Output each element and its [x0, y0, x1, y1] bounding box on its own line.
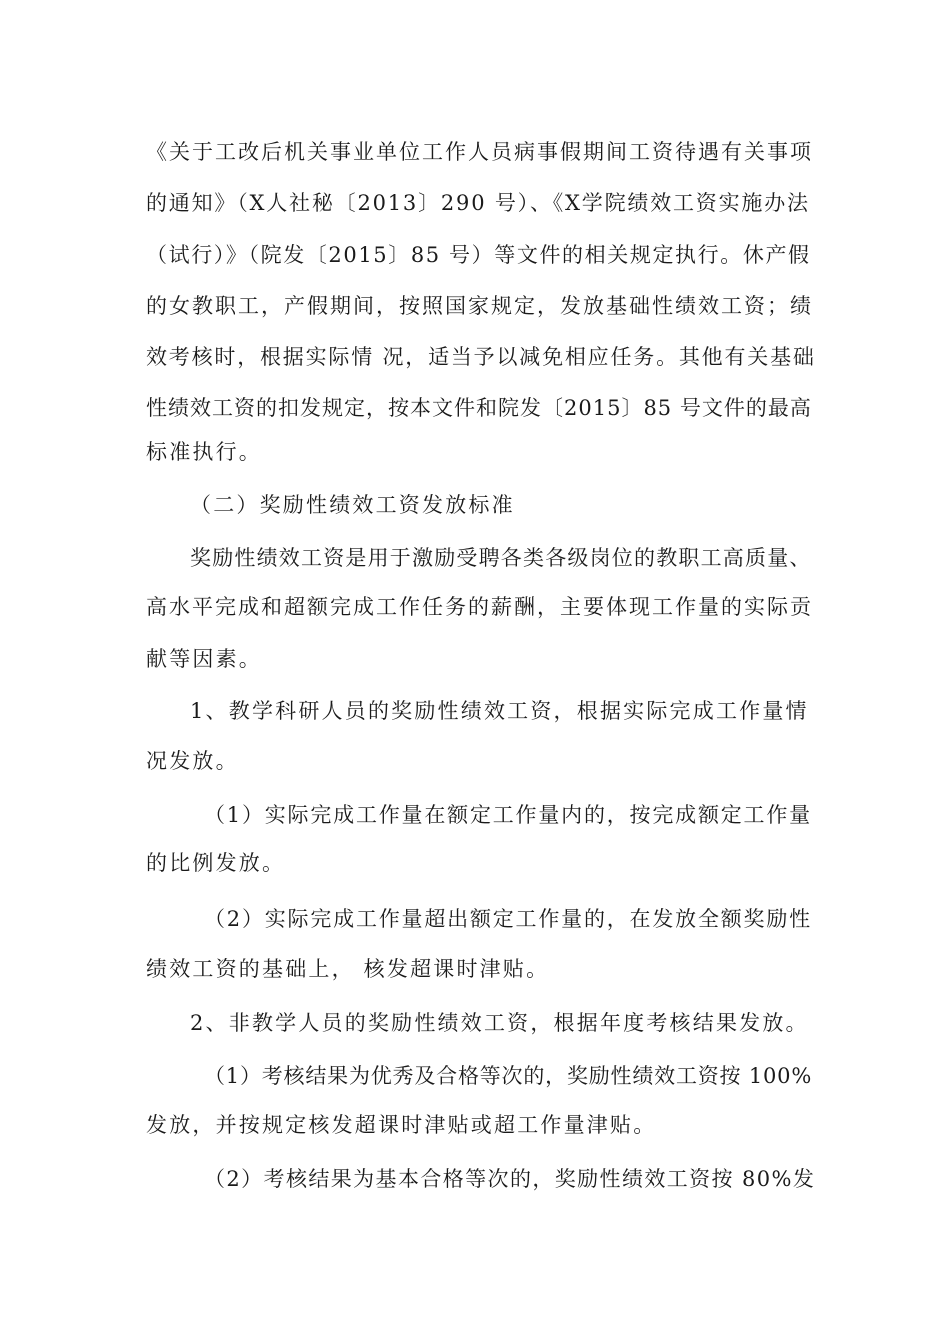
- paragraph-line: 的通知》（X人社秘〔2013〕290 号）、《X学院绩效工资实施办法: [146, 191, 810, 215]
- paragraph-line: 况发放。: [146, 749, 239, 773]
- paragraph-line: 1、教学科研人员的奖励性绩效工资，根据实际完成工作量情: [190, 699, 809, 723]
- paragraph-line: 绩效工资的基础上， 核发超课时津贴。: [146, 957, 550, 981]
- paragraph-line: 性绩效工资的扣发规定，按本文件和院发〔2015〕85 号文件的最高: [146, 396, 812, 420]
- paragraph-line: 高水平完成和超额完成工作任务的薪酬，主要体现工作量的实际贡: [146, 595, 813, 619]
- paragraph-line: 献等因素。: [146, 647, 262, 671]
- paragraph-line: （试行）》（院发〔2015〕85 号）等文件的相关规定执行。休产假: [146, 243, 811, 267]
- paragraph-line: 的比例发放。: [146, 851, 286, 875]
- paragraph-line: （1）考核结果为优秀及合格等次的，奖励性绩效工资按 100%: [204, 1064, 813, 1088]
- paragraph-line: 标准执行。: [146, 440, 262, 464]
- paragraph-line: 《关于工改后机关事业单位工作人员病事假期间工资待遇有关事项: [146, 140, 813, 164]
- paragraph-line: （2）实际完成工作量超出额定工作量的，在发放全额奖励性: [204, 907, 812, 931]
- paragraph-line: 发放，并按规定核发超课时津贴或超工作量津贴。: [146, 1113, 657, 1137]
- section-heading: （二）奖励性绩效工资发放标准: [190, 493, 515, 517]
- paragraph-line: 奖励性绩效工资是用于激励受聘各类各级岗位的教职工高质量、: [190, 546, 812, 570]
- paragraph-line: 的女教职工，产假期间，按照国家规定，发放基础性绩效工资；绩: [146, 294, 813, 318]
- paragraph-line: （1）实际完成工作量在额定工作量内的，按完成额定工作量: [204, 803, 812, 827]
- paragraph-line: 效考核时，根据实际情 况，适当予以减免相应任务。其他有关基础: [146, 345, 816, 369]
- paragraph-line: 2、非教学人员的奖励性绩效工资，根据年度考核结果发放。: [190, 1011, 809, 1035]
- paragraph-line: （2）考核结果为基本合格等次的，奖励性绩效工资按 80%发: [204, 1167, 816, 1191]
